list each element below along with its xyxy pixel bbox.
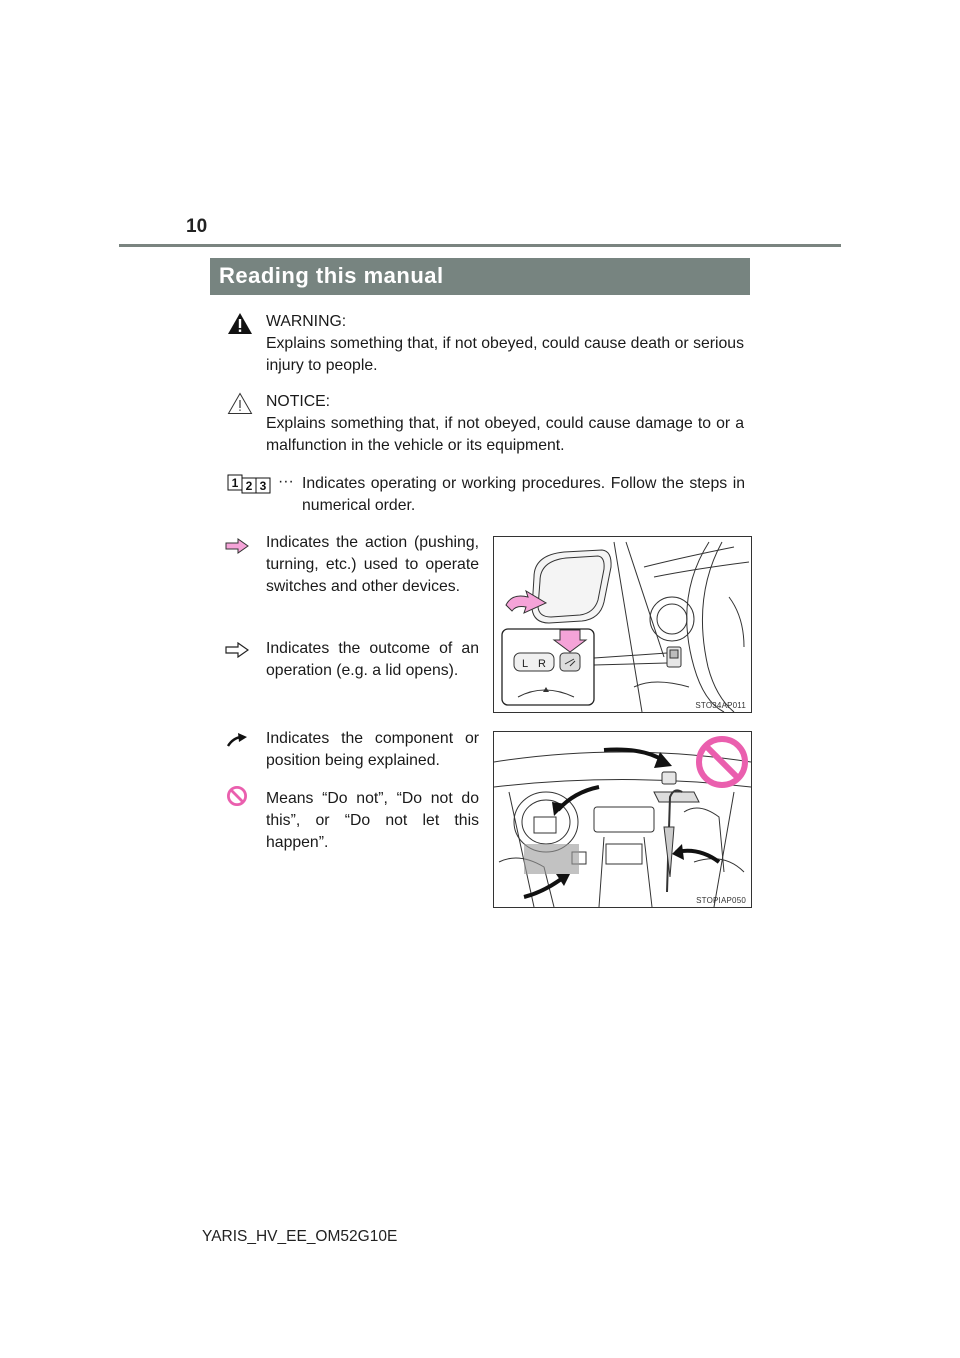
step-numbers-icon xyxy=(227,474,275,496)
notice-label: NOTICE: xyxy=(266,393,331,410)
steps-description: Indicates operating or working procedures. Follow the steps in numerical order. xyxy=(302,475,745,514)
notice-triangle-icon xyxy=(227,392,253,415)
section-title: Reading this manual xyxy=(210,258,750,295)
step-number-1: 1 xyxy=(231,476,239,490)
figure-code-cabin: STOPIAP050 xyxy=(696,896,746,905)
warning-description xyxy=(266,311,744,377)
switch-label-l: L xyxy=(521,658,529,670)
warning-text: Explains something that, if not obeyed, could cause death or serious injury to people. xyxy=(266,335,744,374)
mirror-switch-illustration xyxy=(493,536,752,713)
outline-outcome-arrow-icon xyxy=(225,642,249,658)
figure-code-mirror: STO34AP011 xyxy=(695,701,746,710)
cabin-drawing xyxy=(494,732,751,907)
donot-description: Means “Do not”, “Do not do this”, or “Do not let this happen”. xyxy=(266,790,479,851)
switch-label-r: R xyxy=(538,658,546,670)
warning-triangle-icon xyxy=(227,312,253,335)
document-code: YARIS_HV_EE_OM52G10E xyxy=(202,1228,398,1245)
header-rule xyxy=(119,244,841,247)
steps-ellipsis: ··· xyxy=(278,473,294,490)
component-description: Indicates the component or position being explained. xyxy=(266,730,479,769)
notice-description xyxy=(266,391,744,457)
action-description: Indicates the action (pushing, turning, etc.) used to operate switches and other devices. xyxy=(266,534,479,595)
step-number-2: 2 xyxy=(245,479,253,493)
mirror-switch-drawing xyxy=(494,537,751,712)
notice-text: Explains something that, if not obeyed, could cause damage to or a malfunction in the vehicle or its equipment. xyxy=(266,415,744,454)
curved-pointer-arrow-icon xyxy=(226,732,248,748)
outcome-description: Indicates the outcome of an operation (e.g. a lid opens). xyxy=(266,640,479,679)
cabin-prohibition-illustration xyxy=(493,731,752,908)
pink-action-arrow-icon xyxy=(225,538,249,554)
step-number-3: 3 xyxy=(259,479,267,493)
warning-label: WARNING: xyxy=(266,313,347,330)
prohibition-icon xyxy=(226,785,248,807)
page-number: 10 xyxy=(186,216,208,237)
